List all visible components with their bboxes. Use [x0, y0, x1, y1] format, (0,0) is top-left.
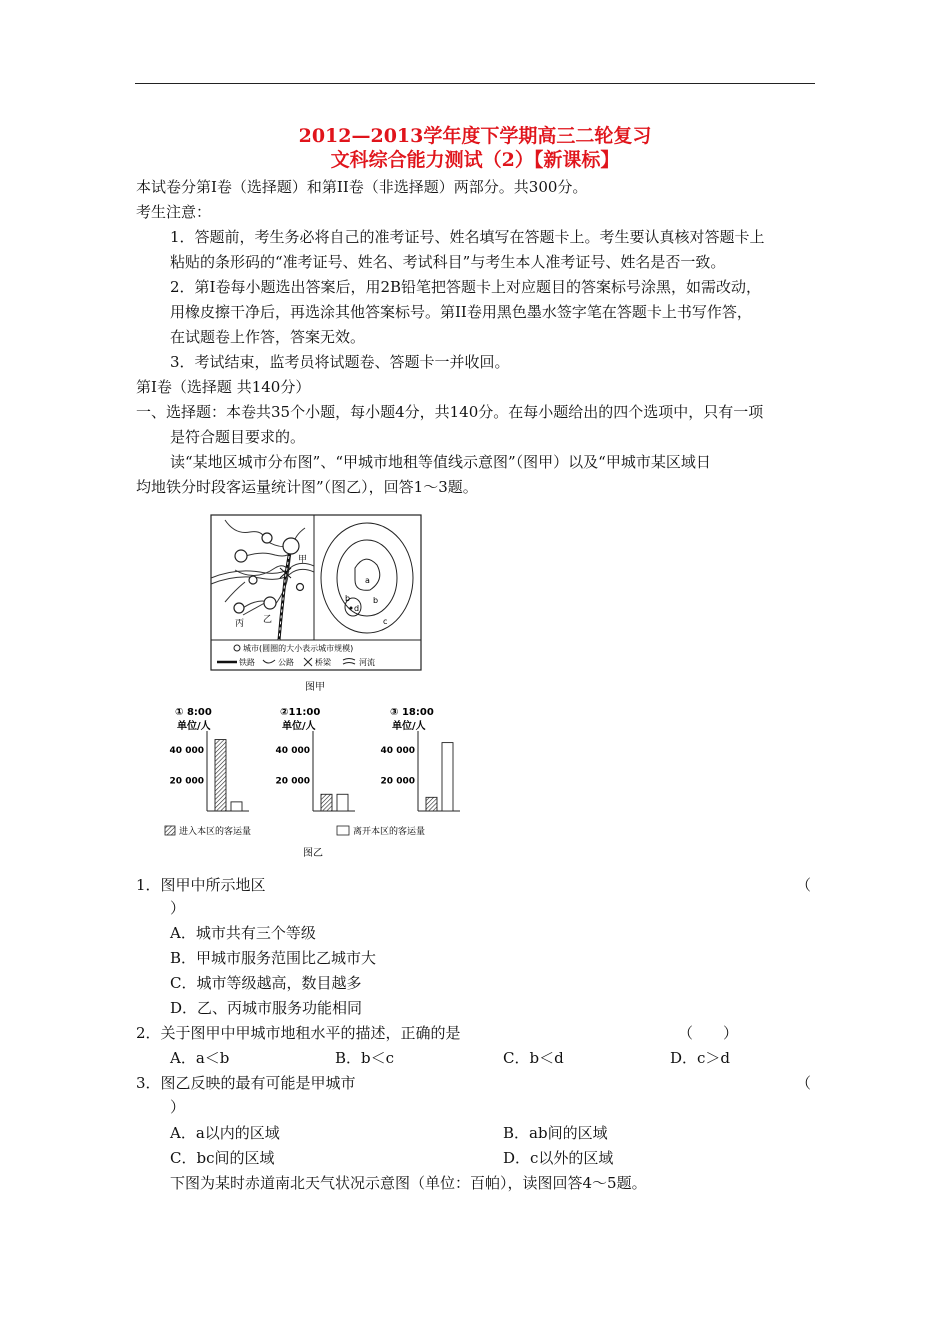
bar-out — [231, 802, 242, 811]
note-line: 用橡皮擦干净后，再选涂其他答案标号。第II卷用黑色墨水签字笔在答题卡上书写作答， — [170, 303, 752, 321]
chart-unit: 单位/人 — [282, 721, 316, 732]
legend-river-text: 河流 — [359, 658, 375, 667]
notice-label: 考生注意： — [136, 203, 212, 221]
option: C．b＜d — [503, 1049, 564, 1067]
city-label-yi: 乙 — [263, 615, 273, 625]
option: B．b＜c — [335, 1049, 395, 1067]
intro-text: 本试卷分第I卷（选择题）和第II卷（非选择题）两部分。共300分。 — [136, 178, 588, 196]
bar-in — [426, 797, 437, 811]
chart-title: ③ 18:00 — [390, 707, 434, 718]
legend-city-text: 城市(圆圈的大小表示城市规模) — [243, 644, 354, 653]
contour-label-b: b — [345, 594, 351, 603]
railway — [279, 550, 290, 640]
option: A．a＜b — [170, 1049, 230, 1067]
legend-bridge-text: 桥梁 — [315, 658, 331, 667]
option: C．bc间的区域 — [170, 1149, 275, 1167]
note-line: 1．答题前，考生务必将自己的准考证号、姓名填写在答题卡上。考生要认真核对答题卡上 — [170, 228, 765, 246]
contour-label-d: d — [354, 604, 360, 613]
option: C．城市等级越高，数目越多 — [170, 974, 362, 992]
next-prompt: 下图为某时赤道南北天气状况示意图（单位：百帕），读图回答4～5题。 — [170, 1174, 647, 1192]
city-label-bing: 丙 — [235, 619, 245, 629]
contour-label-c: c — [383, 617, 388, 626]
exam-subtitle: 文科综合能力测试（2）【新课标】 — [330, 149, 620, 171]
option: D．c＞d — [670, 1049, 731, 1067]
legend-road-icon — [263, 660, 275, 663]
y-tick-label: 20 000 — [275, 776, 310, 787]
chart-title: ②11:00 — [280, 707, 321, 718]
y-tick-label: 40 000 — [169, 746, 204, 757]
legend-in-icon — [165, 826, 175, 835]
reading-prompt-cont: 均地铁分时段客运量统计图”（图乙），回答1～3题。 — [136, 478, 478, 496]
bar-in — [321, 794, 332, 811]
bar-in — [215, 740, 226, 811]
y-tick-label: 20 000 — [380, 776, 415, 787]
option: B．ab间的区域 — [503, 1124, 608, 1142]
answer-paren: （ ） — [678, 1024, 739, 1042]
legend-road-text: 公路 — [278, 658, 294, 667]
legend-river-icon — [343, 659, 355, 665]
question-stem: 3．图乙反映的最有可能是甲城市 — [136, 1074, 356, 1092]
y-tick-label: 20 000 — [169, 776, 204, 787]
answer-paren-open: （ — [796, 1074, 812, 1092]
option: A．a以内的区域 — [170, 1124, 280, 1142]
bar-out — [442, 743, 453, 811]
exam-title: 2012—2013学年度下学期高三二轮复习 — [298, 125, 652, 147]
question-stem: 1．图甲中所示地区 — [136, 876, 266, 894]
option: B．甲城市服务范围比乙城市大 — [170, 949, 377, 967]
answer-paren-close: ） — [170, 1098, 186, 1116]
contour-label-b: b — [373, 596, 379, 605]
legend-out-icon — [337, 826, 349, 835]
figure-jia-caption: 图甲 — [305, 682, 325, 693]
option: A．城市共有三个等级 — [170, 924, 316, 942]
chart-unit: 单位/人 — [392, 721, 426, 732]
bar-out — [337, 794, 348, 811]
figure-jia — [205, 510, 435, 695]
reading-prompt: 读“某地区城市分布图”、“甲城市地租等值线示意图”（图甲）以及“甲城市某区域日 — [170, 453, 711, 471]
figure-yi-caption: 图乙 — [303, 848, 323, 859]
y-tick-label: 40 000 — [380, 746, 415, 757]
legend-bridge-icon — [304, 658, 312, 666]
option: D．乙、丙城市服务功能相同 — [170, 999, 363, 1017]
legend-in-text: 进入本区的客运量 — [179, 827, 252, 837]
figure-yi — [150, 703, 480, 863]
note-line: 2．第I卷每小题选出答案后，用2B铅笔把答题卡上对应题目的答案标号涂黑，如需改动， — [170, 278, 762, 296]
legend-city-icon — [234, 645, 240, 651]
y-tick-label: 40 000 — [275, 746, 310, 757]
question-stem: 2．关于图甲中甲城市地租水平的描述，正确的是 — [136, 1024, 461, 1042]
city-label-jia: 甲 — [298, 555, 308, 565]
answer-paren-close: ） — [170, 899, 186, 917]
legend-rail-text: 铁路 — [239, 658, 255, 667]
note-line: 3．考试结束，监考员将试题卷、答题卡一并收回。 — [170, 353, 510, 371]
chart-unit: 单位/人 — [177, 721, 211, 732]
contour-label-a: a — [365, 576, 370, 585]
note-line: 在试题卷上作答，答案无效。 — [170, 328, 366, 346]
legend-out-text: 离开本区的客运量 — [353, 827, 426, 837]
note-line: 粘贴的条形码的“准考证号、姓名、考试科目”与考生本人准考证号、姓名是否一致。 — [170, 253, 726, 271]
section-heading-cont: 是符合题目要求的。 — [170, 428, 306, 446]
answer-paren-open: （ — [796, 876, 812, 894]
section-heading: 一、选择题：本卷共35个小题，每小题4分，共140分。在每小题给出的四个选项中，只有一项 — [136, 403, 764, 421]
point-d — [350, 607, 353, 610]
chart-title: ① 8:00 — [175, 707, 212, 718]
header-rule — [135, 83, 815, 84]
option: D．c以外的区域 — [503, 1149, 614, 1167]
part-heading: 第I卷（选择题 共140分） — [136, 378, 311, 396]
